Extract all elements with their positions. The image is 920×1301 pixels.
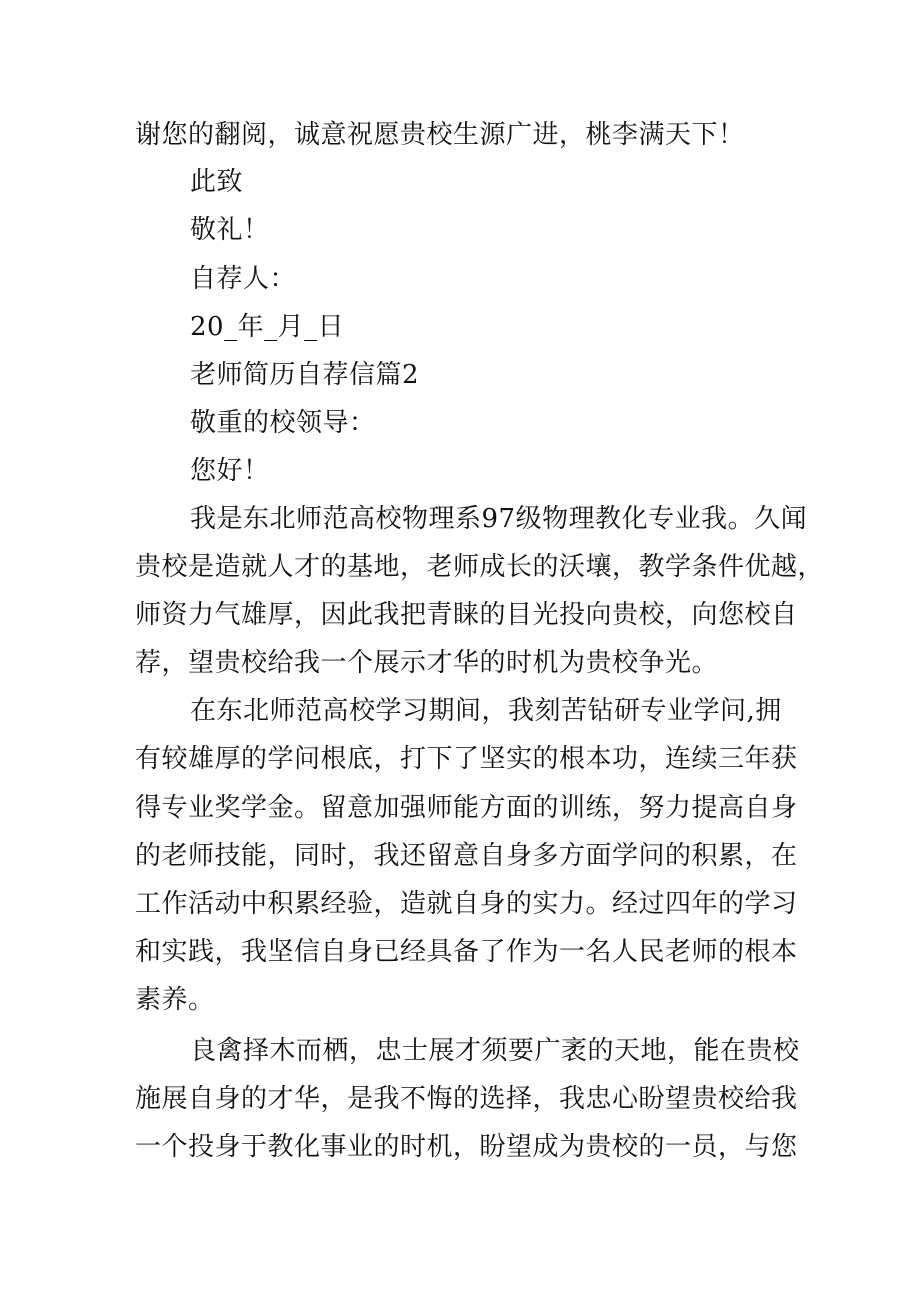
text-line: 自荐人：: [190, 264, 297, 294]
text-line: 敬重的校领导：: [190, 408, 376, 438]
text-line: 我是东北师范高校物理系97级物理教化专业我。久闻: [190, 504, 808, 534]
text-line: 得专业奖学金。留意加强师能方面的训练，努力提高自身: [135, 793, 798, 823]
text-line: 工作活动中积累经验，造就自身的实力。经过四年的学习: [135, 889, 798, 919]
text-line: 一个投身于教化事业的时机，盼望成为贵校的一员，与您: [135, 1132, 798, 1162]
text-line: 贵校是造就人才的基地，老师成长的沃壤，教学条件优越，: [135, 552, 825, 582]
text-line: 和实践，我坚信自身已经具备了作为一名人民老师的根本: [135, 937, 798, 967]
text-line: 您好！: [190, 456, 270, 486]
text-line: 素养。: [135, 985, 215, 1015]
text-line: 谢您的翻阅，诚意祝愿贵校生源广进，桃李满天下！: [135, 120, 745, 150]
text-line: 有较雄厚的学问根底，打下了坚实的根本功，连续三年获: [135, 744, 798, 774]
text-line: 良禽择木而栖，忠士展才须要广袤的天地，能在贵校: [190, 1036, 800, 1066]
text-line: 敬礼！: [190, 215, 270, 245]
text-line: 此致: [190, 167, 244, 197]
text-line: 20_年_月_日: [190, 312, 345, 342]
text-line: 的老师技能，同时，我还留意自身多方面学问的积累，在: [135, 841, 798, 871]
text-line: 荐，望贵校给我一个展示才华的时机为贵校争光。: [135, 648, 719, 678]
text-line: 在东北师范高校学习期间，我刻苦钻研专业学问,拥: [190, 696, 782, 726]
text-line: 老师简历自荐信篇2: [190, 360, 420, 390]
text-line: 师资力气雄厚，因此我把青睐的目光投向贵校，向您校自: [135, 600, 798, 630]
text-line: 施展自身的才华，是我不悔的选择，我忠心盼望贵校给我: [135, 1084, 798, 1114]
